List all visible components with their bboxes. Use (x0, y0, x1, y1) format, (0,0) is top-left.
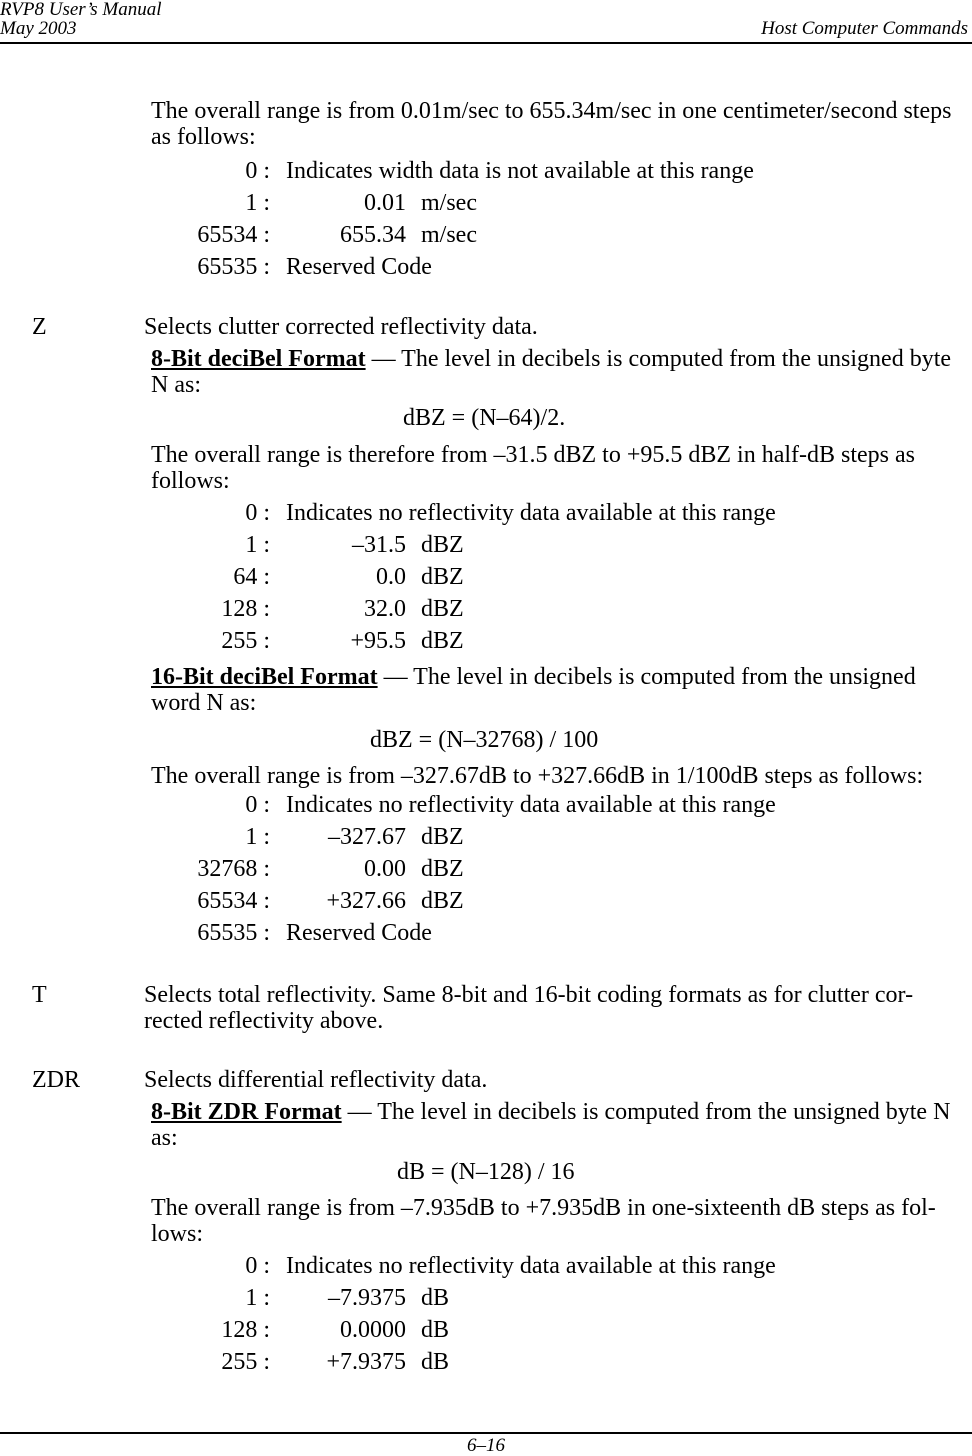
zdr-term: ZDR (32, 1067, 80, 1093)
table-row (0, 854, 900, 884)
row-unit: m/sec (421, 190, 477, 216)
row-code: 64 : (233, 564, 270, 590)
table-row (0, 918, 900, 948)
table-row (0, 220, 900, 250)
row-value: –7.9375 (328, 1285, 406, 1311)
table-row (0, 1315, 900, 1345)
row-value: +327.66 (326, 888, 406, 914)
row-value: 0.01 (364, 190, 406, 216)
table-row (0, 156, 900, 186)
header-manual-title: RVP8 User’s Manual (0, 0, 162, 20)
header-chapter-title: Host Computer Commands (761, 18, 968, 39)
row-value: 32.0 (364, 596, 406, 622)
z-8bit-formula: dBZ = (N–64)/2. (403, 405, 566, 431)
row-unit: dBZ (421, 888, 464, 914)
row-code: 128 : (221, 1317, 270, 1343)
zdr-description: Selects differential reflectivity data. (144, 1067, 488, 1093)
row-desc: Reserved Code (286, 254, 432, 280)
z-16bit-paragraph (151, 664, 966, 716)
zdr-8bit-range-text: The overall range is from –7.935dB to +7.935dB in one-sixteenth dB steps as fol-lows: (151, 1195, 936, 1247)
table-row (0, 886, 900, 916)
row-value: 0.00 (364, 856, 406, 882)
t-description: Selects total reflectivity. Same 8-bit and 16-bit coding formats as for clutter cor-rected reflectivity above. (144, 982, 914, 1034)
table-row (0, 1347, 900, 1377)
row-value: –31.5 (352, 532, 406, 558)
table-row (0, 626, 900, 656)
row-unit: dBZ (421, 856, 464, 882)
row-code: 65534 : (197, 222, 270, 248)
row-unit: dB (421, 1317, 450, 1343)
row-code: 1 : (245, 532, 270, 558)
z-8bit-range-text: The overall range is therefore from –31.5 dBZ to +95.5 dBZ in half-dB steps as follows: (151, 442, 916, 494)
z-8bit-title: 8-Bit deciBel Format (151, 346, 366, 372)
row-code: 0 : (245, 158, 270, 184)
row-code: 0 : (245, 1253, 270, 1279)
z-16bit-formula: dBZ = (N–32768) / 100 (370, 727, 599, 753)
page-number: 6–16 (467, 1435, 505, 1456)
row-value: +95.5 (350, 628, 406, 654)
row-unit: dBZ (421, 564, 464, 590)
z-8bit-text: — The level in decibels is computed from the unsigned byte N as: (151, 346, 952, 398)
row-desc: Indicates no reflectivity data available at this range (286, 792, 776, 818)
z-description: Selects clutter corrected reflectivity data. (144, 314, 538, 340)
zdr-8bit-formula: dB = (N–128) / 16 (397, 1159, 575, 1185)
table-row (0, 562, 900, 592)
zdr-8bit-text: — The level in decibels is computed from the unsigned byte N as: (151, 1099, 951, 1151)
table-row (0, 188, 900, 218)
table-row (0, 790, 900, 820)
width-range-text: The overall range is from 0.01m/sec to 655.34m/sec in one centimeter/second steps as follows: (151, 98, 952, 150)
row-unit: dB (421, 1349, 450, 1375)
row-code: 255 : (221, 628, 270, 654)
row-value: 655.34 (340, 222, 406, 248)
table-row (0, 822, 900, 852)
zdr-8bit-paragraph (151, 1099, 967, 1151)
row-code: 65535 : (197, 254, 270, 280)
row-code: 65534 : (197, 888, 270, 914)
row-code: 128 : (221, 596, 270, 622)
z-8bit-paragraph (151, 346, 966, 398)
table-row (0, 530, 900, 560)
row-desc: Indicates no reflectivity data available at this range (286, 1253, 776, 1279)
row-code: 255 : (221, 1349, 270, 1375)
row-unit: dBZ (421, 628, 464, 654)
row-value: –327.67 (328, 824, 406, 850)
row-code: 0 : (245, 792, 270, 818)
row-unit: dBZ (421, 596, 464, 622)
row-code: 32768 : (197, 856, 270, 882)
table-row (0, 1251, 900, 1281)
row-code: 1 : (245, 190, 270, 216)
row-value: +7.9375 (326, 1349, 406, 1375)
row-unit: dB (421, 1285, 450, 1311)
row-unit: m/sec (421, 222, 477, 248)
row-code: 1 : (245, 824, 270, 850)
row-code: 0 : (245, 500, 270, 526)
z-16bit-range-text: The overall range is from –327.67dB to +327.66dB in 1/100dB steps as follows: (151, 763, 924, 789)
z-16bit-title: 16-Bit deciBel Format (151, 664, 378, 690)
row-value: 0.0 (376, 564, 406, 590)
row-unit: dBZ (421, 824, 464, 850)
table-row (0, 1283, 900, 1313)
table-row (0, 594, 900, 624)
table-row (0, 498, 900, 528)
row-code: 1 : (245, 1285, 270, 1311)
t-term: T (32, 982, 47, 1008)
row-desc: Reserved Code (286, 920, 432, 946)
footer-rule (0, 1432, 972, 1434)
z-term: Z (32, 314, 47, 340)
row-code: 65535 : (197, 920, 270, 946)
z-16bit-text: — The level in decibels is computed from the unsigned word N as: (151, 664, 916, 716)
header-rule (0, 42, 972, 44)
row-desc: Indicates width data is not available at this range (286, 158, 754, 184)
header-date: May 2003 (0, 18, 77, 39)
row-unit: dBZ (421, 532, 464, 558)
table-row (0, 252, 900, 282)
row-value: 0.0000 (340, 1317, 406, 1343)
zdr-8bit-title: 8-Bit ZDR Format (151, 1099, 342, 1125)
row-desc: Indicates no reflectivity data available at this range (286, 500, 776, 526)
